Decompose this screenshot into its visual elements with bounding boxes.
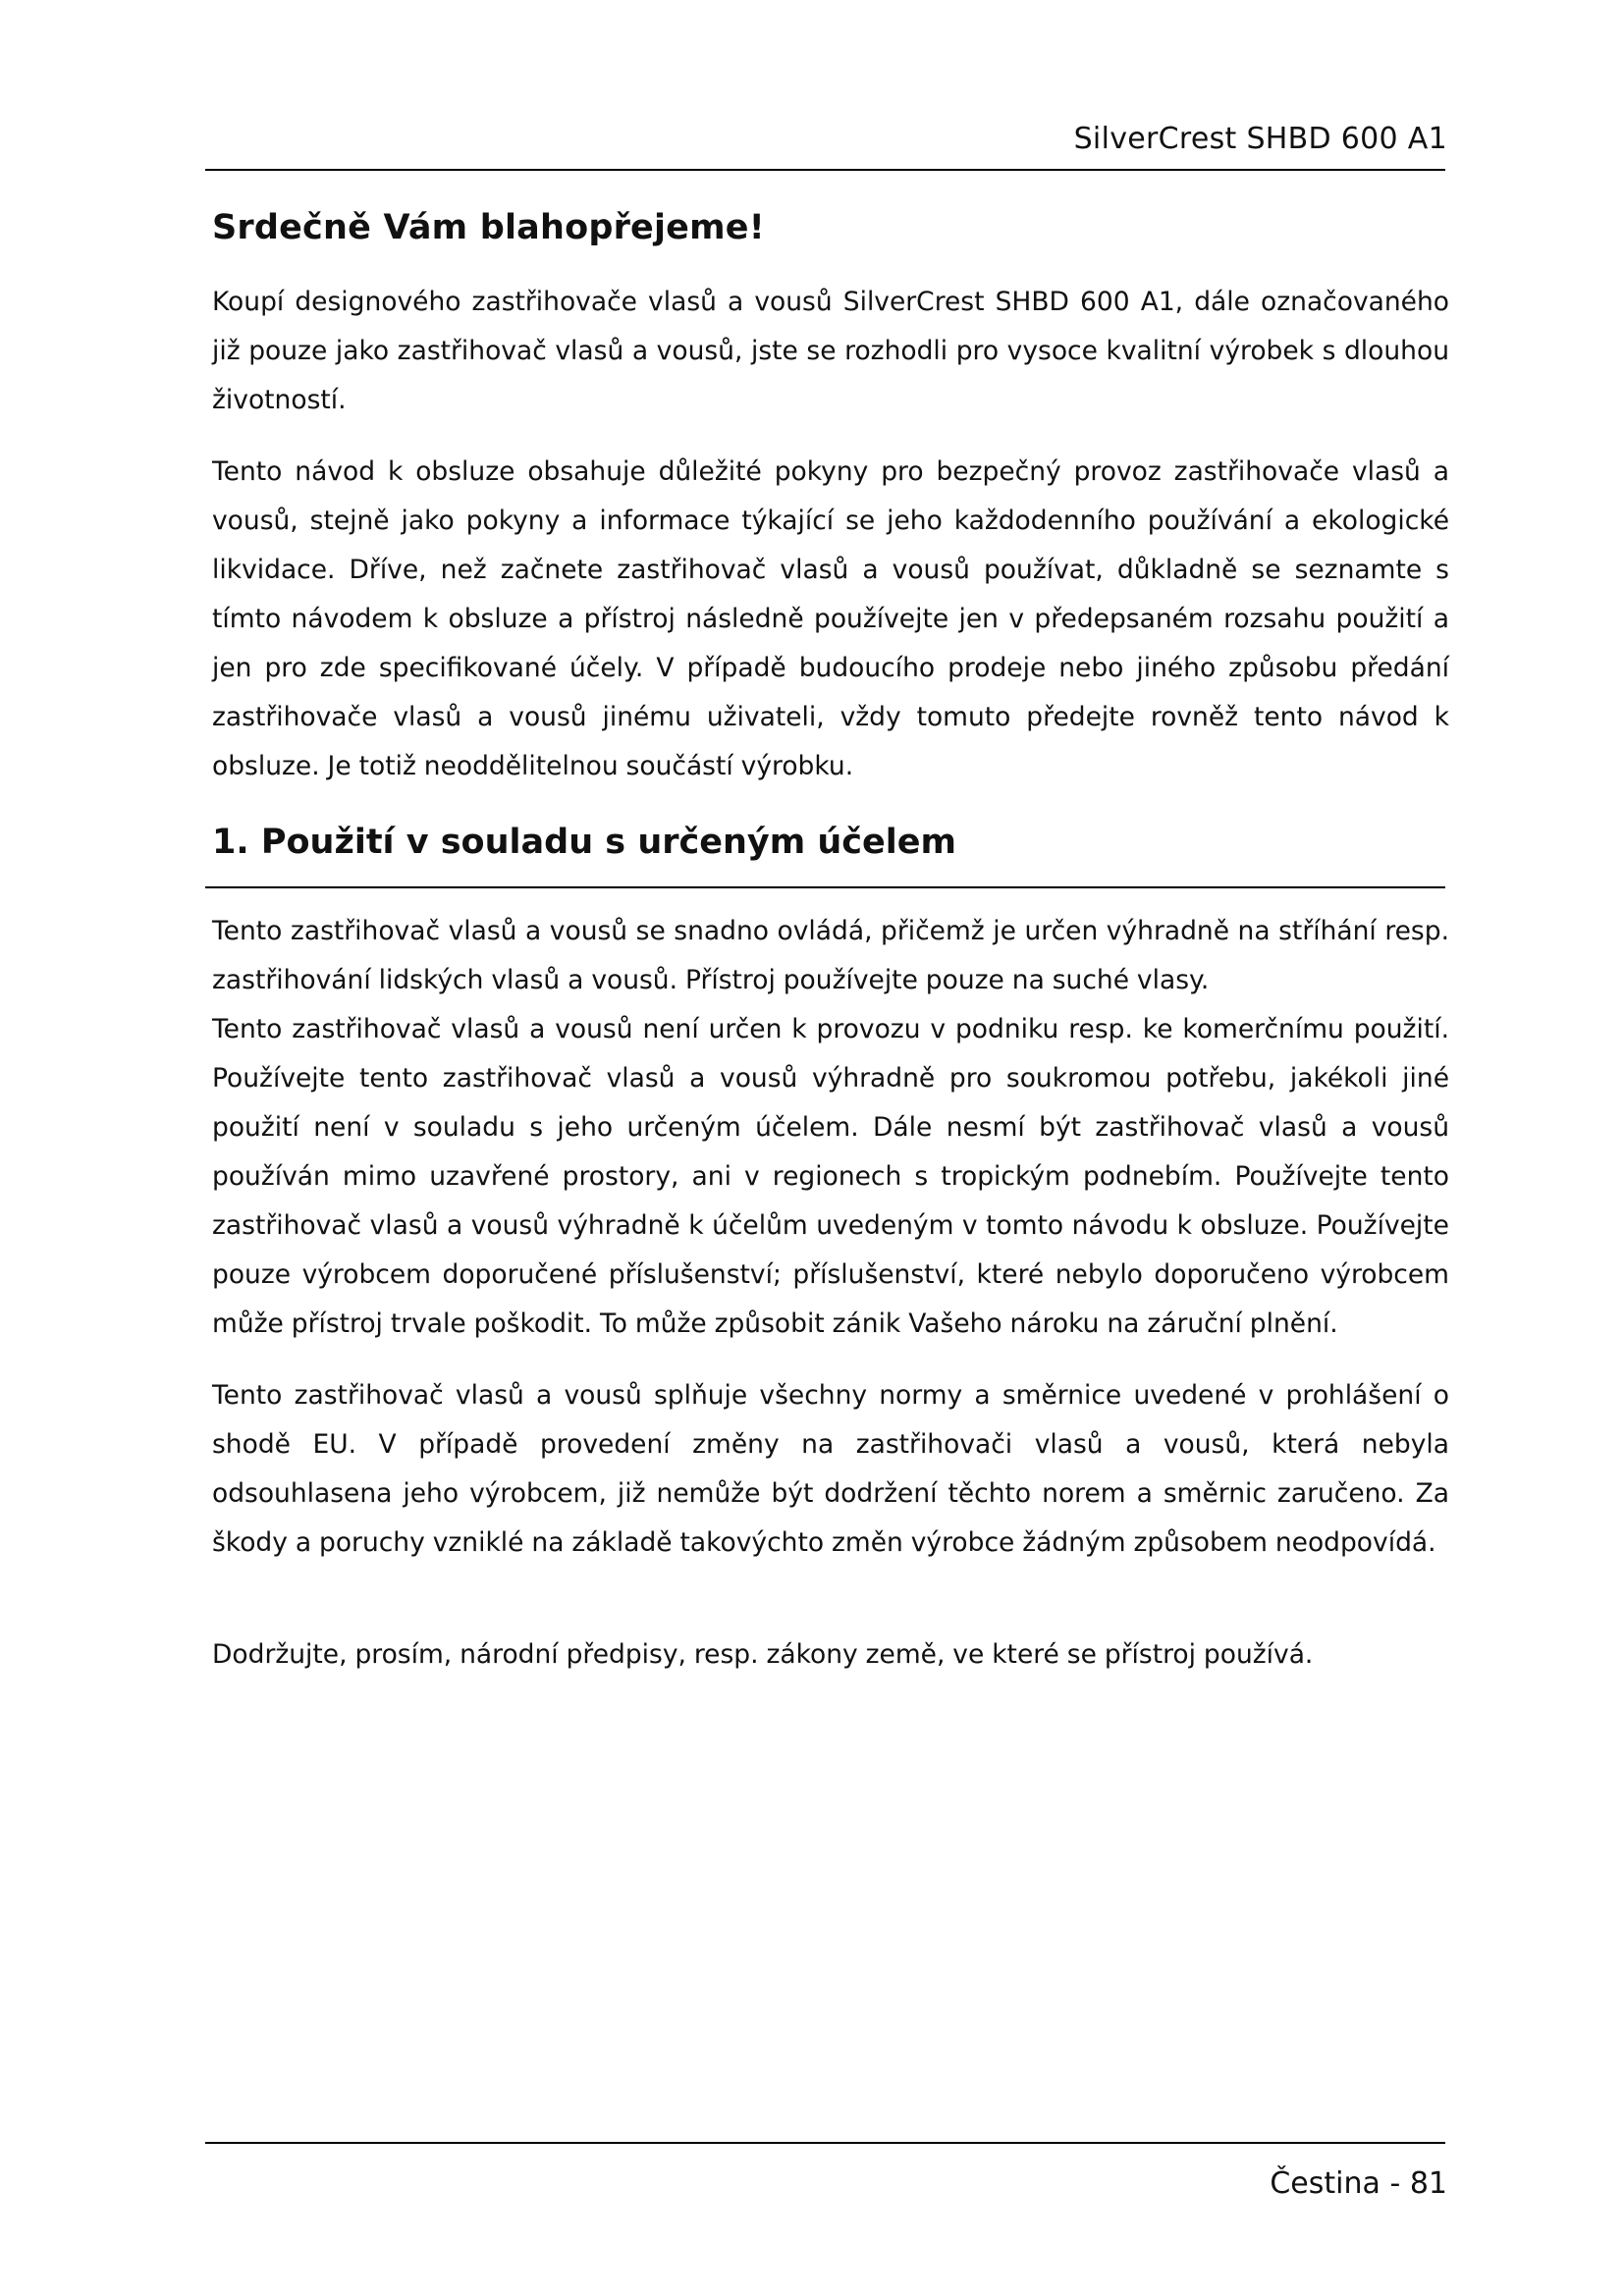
section-1-paragraph-2: Tento zastřihovač vlasů a vousů splňuje všechny normy a směrnice uvedené v prohlášení o shodě EU. V případě provedení změny na zastřihovači vlasů a vousů, která nebyla odsouhlasena jeho výrobcem, již nemůže být dodržení těchto norem a směrnic zaručeno. Za škody a poruchy vzniklé na základě takovýchto změn výrobce žádným způsobem neodpovídá.	[212, 1380, 1449, 1558]
footer-page-number: 81	[1409, 2166, 1447, 2201]
footer-separator: -	[1389, 2166, 1401, 2201]
page-footer	[1270, 2166, 1447, 2201]
section-1-paragraph-3: Dodržujte, prosím, národní předpisy, resp. zákony země, ve které se přístroj používá.	[212, 1639, 1314, 1670]
intro-paragraph-1: Koupí designového zastřihovače vlasů a vousů SilverCrest SHBD 600 A1, dále označovaného již pouze jako zastřihovač vlasů a vousů, jste se rozhodli pro vysoce kvalitní výrobek s dlouhou životností.	[212, 287, 1449, 415]
intro-paragraph-2: Tento návod k obsluze obsahuje důležité pokyny pro bezpečný provoz zastřihovače vlasů a vousů, stejně jako pokyny a informace týkající se jeho každodenního používání a ekologické likvidace. Dříve, než začnete zastřihovač vlasů a vousů používat, důkladně se seznamte s tímto návodem k obsluze a přístroj následně používejte jen v předepsaném rozsahu použití a jen pro zde specifikované účely. V případě budoucího prodeje nebo jiného způsobu předání zastřihovače vlasů a vousů jinému uživateli, vždy tomuto předejte rovněž tento návod k obsluze. Je totiž neoddělitelnou součástí výrobku.	[212, 456, 1449, 781]
running-header: SilverCrest SHBD 600 A1	[1073, 122, 1447, 156]
section-rule	[205, 886, 1445, 888]
section-1-paragraph-1b: Tento zastřihovač vlasů a vousů není určen k provozu v podniku resp. ke komerčnímu použití. Používejte tento zastřihovač vlasů a vousů výhradně pro soukromou potřebu, jakékoli jiné použití není v souladu s jeho určeným účelem. Dále nesmí být zastřihovač vlasů a vousů používán mimo uzavřené prostory, ani v regionech s tropickým podnebím. Používejte tento zastřihovač vlasů a vousů výhradně k účelům uvedeným v tomto návodu k obsluze. Používejte pouze výrobcem doporučené příslušenství; příslušenství, které nebylo doporučeno výrobcem může přístroj trvale poškodit. To může způsobit zánik Vašeho nároku na záruční plnění.	[212, 1014, 1449, 1339]
header-rule	[205, 169, 1445, 171]
section-1-paragraph-1: Tento zastřihovač vlasů a vousů se snadno ovládá, přičemž je určen výhradně na stříhání resp. zastřihování lidských vlasů a vousů. Přístroj používejte pouze na suché vlasy.	[212, 916, 1449, 995]
page-title: Srdečně Vám blahopřejeme!	[212, 208, 765, 247]
section-1-heading: 1. Použití v souladu s určeným účelem	[212, 823, 956, 862]
footer-rule	[205, 2142, 1445, 2144]
footer-language: Čestina	[1270, 2166, 1380, 2201]
